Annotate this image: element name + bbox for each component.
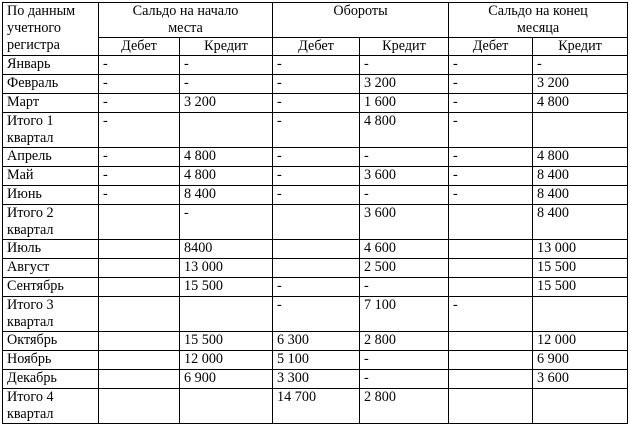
turnover-debit-cell: - [273, 56, 360, 75]
opening-debit-cell: - [99, 148, 180, 167]
closing-credit-cell: 13 000 [533, 240, 628, 259]
row-label: Август [3, 259, 99, 278]
closing-credit-cell: 8 400 [533, 186, 628, 205]
opening-debit-cell: - [99, 186, 180, 205]
opening-credit-cell: 8400 [180, 240, 273, 259]
table-row [3, 240, 628, 259]
table-row [3, 205, 628, 240]
closing-credit-header: Кредит [533, 38, 628, 56]
turnover-credit-cell: 2 800 [360, 389, 449, 424]
register-header: По данным учетного регистра [3, 3, 99, 56]
turnover-debit-cell: 14 700 [273, 389, 360, 424]
closing-credit-cell [533, 389, 628, 424]
opening-debit-cell [99, 297, 180, 332]
turnover-debit-cell [273, 240, 360, 259]
closing-debit-cell: - [449, 75, 533, 94]
table-row [3, 351, 628, 370]
opening-debit-cell [99, 370, 180, 389]
table-row [3, 56, 628, 75]
ledger-table-container [2, 2, 627, 424]
closing-balance-header: Сальдо на конец месяца [449, 3, 628, 38]
turnover-debit-cell: - [273, 113, 360, 148]
closing-debit-cell [449, 351, 533, 370]
turnover-credit-cell: 4 600 [360, 240, 449, 259]
opening-debit-cell [99, 240, 180, 259]
opening-credit-cell: - [180, 205, 273, 240]
table-row [3, 113, 628, 148]
table-row [3, 148, 628, 167]
closing-debit-cell [449, 370, 533, 389]
opening-credit-cell: 3 200 [180, 94, 273, 113]
turnover-credit-cell: 2 500 [360, 259, 449, 278]
table-row [3, 278, 628, 297]
row-label: Июнь [3, 186, 99, 205]
closing-debit-cell [449, 205, 533, 240]
turnover-debit-cell: 5 100 [273, 351, 360, 370]
opening-debit-cell [99, 205, 180, 240]
closing-debit-cell: - [449, 297, 533, 332]
opening-debit-cell: - [99, 94, 180, 113]
opening-credit-cell: 4 800 [180, 148, 273, 167]
turnover-credit-cell: 3 600 [360, 167, 449, 186]
turnover-debit-cell: - [273, 167, 360, 186]
opening-credit-cell [180, 389, 273, 424]
turnover-credit-cell: - [360, 370, 449, 389]
closing-credit-cell: 3 200 [533, 75, 628, 94]
turnover-debit-cell [273, 205, 360, 240]
turnover-debit-header: Дебет [273, 38, 360, 56]
row-label: Итого 1 квартал [3, 113, 99, 148]
table-row [3, 332, 628, 351]
opening-credit-cell: 6 900 [180, 370, 273, 389]
turnover-debit-cell: 3 300 [273, 370, 360, 389]
closing-debit-cell [449, 240, 533, 259]
turnover-debit-cell: - [273, 94, 360, 113]
closing-debit-cell [449, 389, 533, 424]
closing-credit-cell: 6 900 [533, 351, 628, 370]
opening-credit-header: Кредит [180, 38, 273, 56]
header-row-groups [3, 3, 628, 38]
row-label: Июль [3, 240, 99, 259]
table-row [3, 297, 628, 332]
table-row [3, 259, 628, 278]
opening-debit-cell [99, 259, 180, 278]
turnover-credit-cell: 1 600 [360, 94, 449, 113]
turnover-debit-cell: - [273, 186, 360, 205]
closing-credit-cell: 8 400 [533, 167, 628, 186]
opening-credit-cell: 15 500 [180, 332, 273, 351]
closing-credit-cell: 4 800 [533, 148, 628, 167]
turnover-credit-cell: - [360, 148, 449, 167]
opening-credit-cell: 15 500 [180, 278, 273, 297]
turnover-credit-header: Кредит [360, 38, 449, 56]
turnover-debit-cell: - [273, 148, 360, 167]
table-row [3, 94, 628, 113]
closing-credit-cell: 15 500 [533, 278, 628, 297]
row-label: Итого 2 квартал [3, 205, 99, 240]
closing-debit-cell: - [449, 186, 533, 205]
table-row [3, 370, 628, 389]
row-label: Март [3, 94, 99, 113]
closing-debit-cell [449, 332, 533, 351]
closing-credit-cell: 4 800 [533, 94, 628, 113]
turnover-credit-cell: - [360, 351, 449, 370]
turnover-credit-cell: - [360, 186, 449, 205]
opening-balance-header: Сальдо на начало места [99, 3, 273, 38]
closing-credit-cell [533, 113, 628, 148]
table-header [3, 3, 628, 56]
table-row [3, 186, 628, 205]
turnover-credit-cell: 7 100 [360, 297, 449, 332]
turnover-credit-cell: 3 600 [360, 205, 449, 240]
opening-credit-cell: - [180, 75, 273, 94]
opening-credit-cell: 13 000 [180, 259, 273, 278]
opening-debit-cell: - [99, 75, 180, 94]
turnover-credit-cell: 3 200 [360, 75, 449, 94]
turnover-debit-cell: - [273, 278, 360, 297]
opening-debit-cell: - [99, 167, 180, 186]
closing-debit-cell: - [449, 113, 533, 148]
turnover-debit-cell [273, 259, 360, 278]
opening-debit-cell [99, 278, 180, 297]
row-label: Май [3, 167, 99, 186]
closing-credit-cell: 12 000 [533, 332, 628, 351]
closing-credit-cell [533, 297, 628, 332]
turnover-debit-cell: 6 300 [273, 332, 360, 351]
closing-credit-cell: 3 600 [533, 370, 628, 389]
row-label: Декабрь [3, 370, 99, 389]
opening-debit-cell [99, 389, 180, 424]
opening-credit-cell: 8 400 [180, 186, 273, 205]
table-row [3, 75, 628, 94]
opening-credit-cell: 4 800 [180, 167, 273, 186]
closing-debit-cell [449, 259, 533, 278]
row-label: Апрель [3, 148, 99, 167]
closing-debit-cell: - [449, 167, 533, 186]
closing-debit-cell: - [449, 56, 533, 75]
turnover-header: Обороты [273, 3, 449, 38]
row-label: Февраль [3, 75, 99, 94]
opening-debit-cell: - [99, 113, 180, 148]
opening-debit-cell: - [99, 56, 180, 75]
closing-debit-cell [449, 278, 533, 297]
turnover-credit-cell: - [360, 56, 449, 75]
closing-credit-cell: 8 400 [533, 205, 628, 240]
opening-debit-header: Дебет [99, 38, 180, 56]
closing-debit-cell: - [449, 94, 533, 113]
turnover-debit-cell: - [273, 75, 360, 94]
row-label: Ноябрь [3, 351, 99, 370]
table-body [3, 56, 628, 424]
opening-credit-cell [180, 113, 273, 148]
turnover-credit-cell: 4 800 [360, 113, 449, 148]
closing-debit-header: Дебет [449, 38, 533, 56]
opening-credit-cell: - [180, 56, 273, 75]
row-label: Итого 4 квартал [3, 389, 99, 424]
row-label: Январь [3, 56, 99, 75]
closing-credit-cell: - [533, 56, 628, 75]
opening-debit-cell [99, 351, 180, 370]
opening-credit-cell: 12 000 [180, 351, 273, 370]
row-label: Сентябрь [3, 278, 99, 297]
turnover-credit-cell: - [360, 278, 449, 297]
table-row [3, 389, 628, 424]
ledger-table [2, 2, 628, 424]
closing-credit-cell: 15 500 [533, 259, 628, 278]
opening-debit-cell [99, 332, 180, 351]
turnover-debit-cell: - [273, 297, 360, 332]
table-row [3, 167, 628, 186]
opening-credit-cell [180, 297, 273, 332]
row-label: Итого 3 квартал [3, 297, 99, 332]
turnover-credit-cell: 2 800 [360, 332, 449, 351]
row-label: Октябрь [3, 332, 99, 351]
closing-debit-cell: - [449, 148, 533, 167]
